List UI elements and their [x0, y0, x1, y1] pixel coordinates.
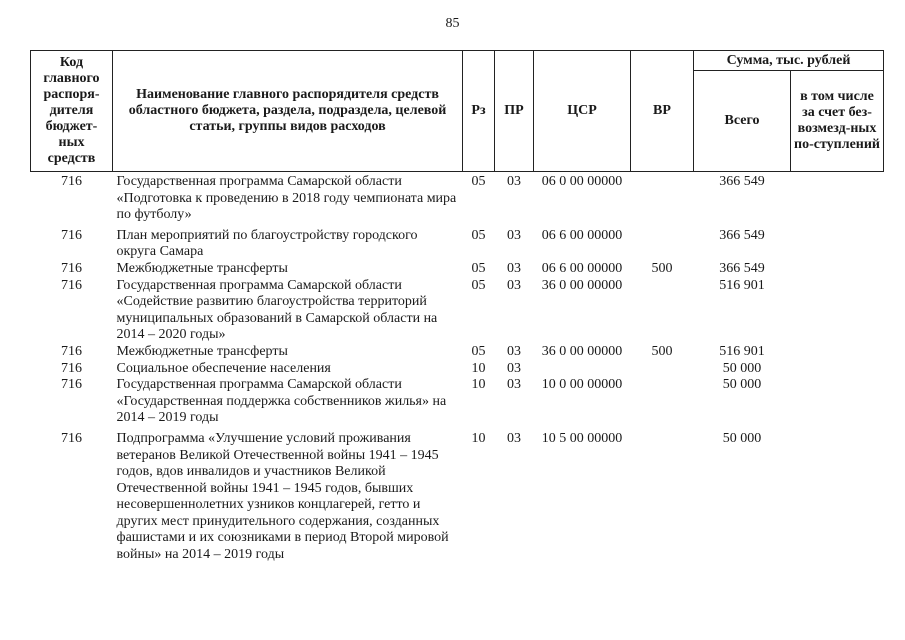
cell-total: 366 549 — [719, 260, 765, 276]
table-row — [31, 377, 884, 427]
cell-code: 716 — [61, 377, 82, 393]
cell-csr — [534, 361, 631, 378]
cell-gratuitous — [791, 427, 884, 564]
cell-csr: 36 0 00 00000 — [541, 343, 623, 359]
cell-name: Межбюджетные трансферты — [116, 260, 288, 276]
cell-gratuitous — [791, 344, 884, 361]
cell-vr — [631, 361, 694, 378]
cell-rz: 05 — [471, 277, 486, 293]
cell-code: 716 — [61, 343, 82, 359]
cell-vr: 500 — [651, 343, 673, 359]
cell-total: 516 901 — [719, 343, 765, 359]
cell-rz: 05 — [471, 343, 486, 359]
cell-rz: 05 — [471, 260, 486, 276]
cell-total: 366 549 — [719, 174, 765, 189]
cell-name: Государственная программа Самарской области «Подготовка к проведению в 2018 году чемпионата мира по футболу» — [116, 174, 457, 223]
cell-name: Государственная программа Самарской области «Государственная поддержка собственников жилья» на 2014 – 2019 годы — [116, 377, 447, 426]
cell-total: 50 000 — [722, 430, 762, 446]
table-header — [31, 51, 884, 172]
cell-pr: 03 — [507, 377, 521, 393]
header-vr: ВР — [631, 51, 694, 172]
cell-name: План мероприятий по благоустройству городского округа Самара — [116, 227, 418, 260]
header-pr: ПР — [495, 51, 534, 172]
cell-name: Межбюджетные трансферты — [116, 343, 288, 359]
cell-code: 716 — [61, 360, 82, 376]
cell-name: Социальное обеспечение населения — [116, 360, 331, 376]
cell-gratuitous — [791, 172, 884, 224]
cell-total: 50 000 — [722, 377, 762, 393]
cell-vr — [631, 278, 694, 344]
header-gratuitous: в том числе за счет без-возмезд-ных по-ступлений — [791, 71, 884, 172]
cell-csr: 10 0 00 00000 — [541, 377, 623, 393]
cell-rz: 10 — [471, 360, 486, 376]
cell-total: 50 000 — [722, 360, 762, 376]
cell-gratuitous — [791, 361, 884, 378]
cell-vr — [631, 172, 694, 224]
cell-vr — [631, 224, 694, 261]
table-row — [31, 427, 884, 564]
cell-csr: 10 5 00 00000 — [541, 430, 623, 446]
cell-name: Подпрограмма «Улучшение условий проживания ветеранов Великой Отечественной войны 1941 – 1945 годов, вдов инвалидов и участников Великой Отечественной войны 1941 – 1945 годов, бывших несовершеннолетних узников концлагерей, гетто и других мест принудительного содержания, созданных фашистами и их союзниками в период Второй мировой войны» на 2014 – 2019 годы — [116, 430, 449, 563]
table-row — [31, 172, 884, 224]
header-rz: Рз — [463, 51, 495, 172]
cell-name: Государственная программа Самарской области «Содействие развитию благоустройства территорий муниципальных образований в Самарской области на 2014 – 2020 годы» — [116, 277, 438, 343]
cell-total: 366 549 — [719, 227, 765, 243]
cell-pr: 03 — [507, 277, 521, 293]
table-row — [31, 278, 884, 344]
cell-csr: 06 6 00 00000 — [541, 260, 623, 276]
cell-gratuitous — [791, 224, 884, 261]
cell-gratuitous — [791, 278, 884, 344]
table-row — [31, 261, 884, 278]
cell-vr: 500 — [651, 260, 673, 276]
cell-rz: 05 — [471, 174, 486, 189]
page-number: 85 — [445, 16, 460, 31]
cell-vr — [631, 427, 694, 564]
header-sum-group: Сумма, тыс. рублей — [694, 51, 884, 71]
cell-vr — [631, 377, 694, 427]
cell-gratuitous — [791, 377, 884, 427]
cell-rz: 10 — [471, 430, 486, 446]
cell-rz: 05 — [471, 227, 486, 243]
budget-table — [30, 50, 884, 564]
cell-pr: 03 — [507, 360, 521, 376]
cell-code: 716 — [61, 227, 82, 243]
cell-code: 716 — [61, 174, 82, 189]
cell-code: 716 — [61, 260, 82, 276]
cell-code: 716 — [61, 277, 82, 293]
table-body — [31, 172, 884, 564]
cell-code: 716 — [61, 430, 82, 446]
cell-csr: 06 0 00 00000 — [541, 174, 623, 189]
cell-csr: 36 0 00 00000 — [541, 277, 623, 293]
header-total: Всего — [694, 71, 791, 172]
cell-total: 516 901 — [719, 277, 765, 293]
header-name: Наименование главного распорядителя средств областного бюджета, раздела, подраздела, целевой статьи, группы видов расходов — [113, 51, 463, 172]
table-row — [31, 361, 884, 378]
table-row — [31, 344, 884, 361]
cell-pr: 03 — [507, 227, 521, 243]
header-code: Код главного распоря-дителя бюджет-ных средств — [31, 51, 113, 172]
cell-pr: 03 — [507, 343, 521, 359]
cell-csr: 06 6 00 00000 — [541, 227, 623, 243]
cell-rz: 10 — [471, 377, 486, 393]
cell-pr: 03 — [507, 174, 521, 189]
table-row — [31, 224, 884, 261]
header-csr: ЦСР — [534, 51, 631, 172]
cell-pr: 03 — [507, 260, 521, 276]
cell-pr: 03 — [507, 430, 521, 446]
cell-gratuitous — [791, 261, 884, 278]
